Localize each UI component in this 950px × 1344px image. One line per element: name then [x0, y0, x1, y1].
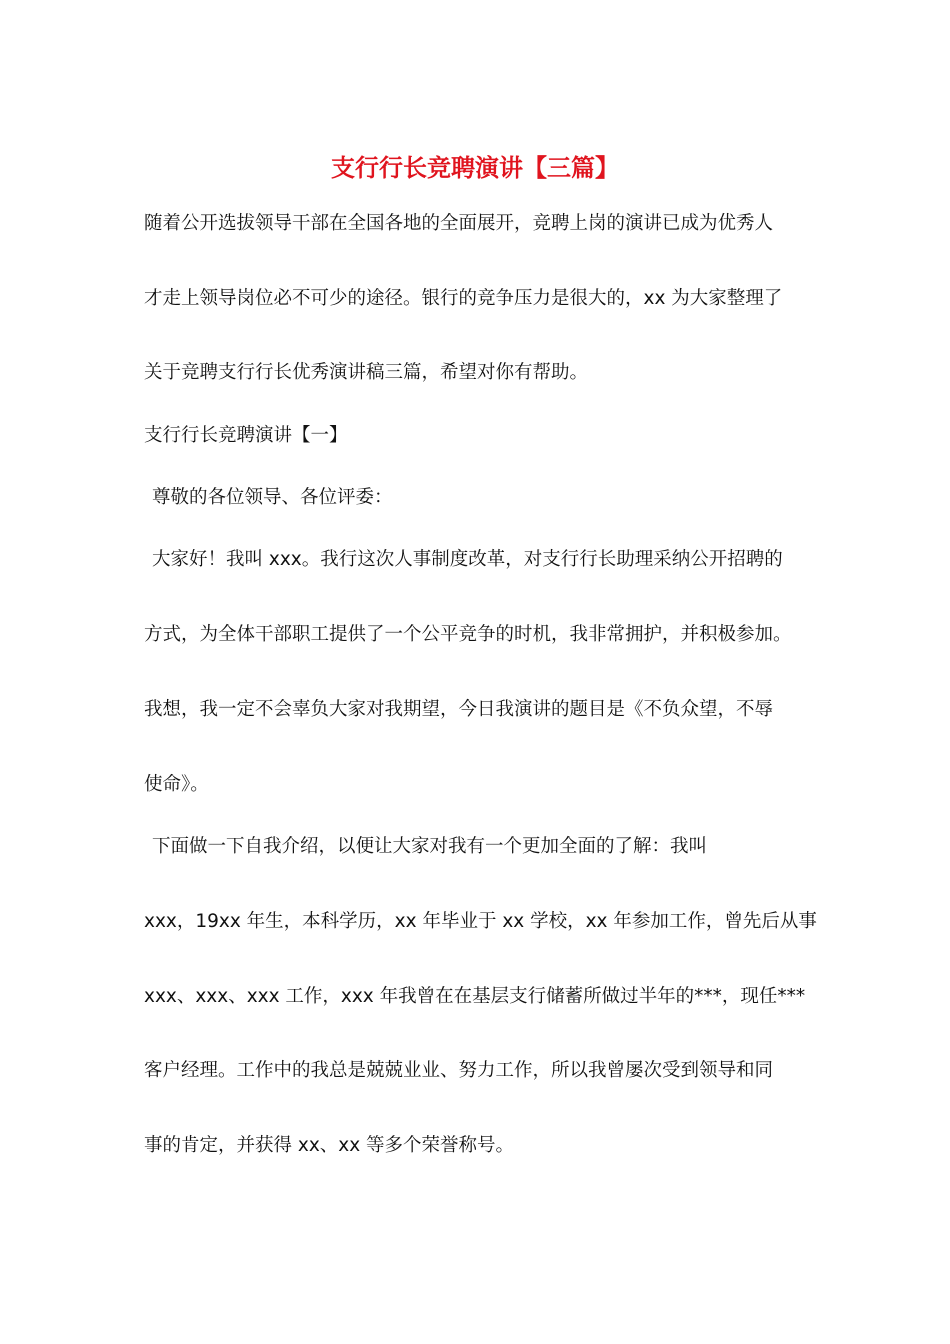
- intro-line-1: 随着公开选拔领导干部在全国各地的全面展开，竞聘上岗的演讲已成为优秀人: [144, 213, 774, 234]
- body-line-9: 事的肯定，并获得 xx、xx 等多个荣誉称号。: [144, 1135, 515, 1156]
- body-line-5: 下面做一下自我介绍，以便让大家对我有一个更加全面的了解：我叫: [152, 836, 708, 857]
- body-line-8: 客户经理。工作中的我总是兢兢业业、努力工作，所以我曾屡次受到领导和同: [144, 1060, 774, 1081]
- salutation: 尊敬的各位领导、各位评委：: [152, 487, 393, 508]
- body-line-6: xxx，19xx 年生，本科学历，xx 年毕业于 xx 学校，xx 年参加工作，曾先后从事: [144, 911, 817, 932]
- intro-line-3: 关于竞聘支行行长优秀演讲稿三篇，希望对你有帮助。: [144, 362, 589, 383]
- intro-line-2: 才走上领导岗位必不可少的途径。银行的竞争压力是很大的，xx 为大家整理了: [144, 288, 783, 309]
- body-line-2: 方式，为全体干部职工提供了一个公平竞争的时机，我非常拥护，并积极参加。: [144, 624, 792, 645]
- body-line-3: 我想，我一定不会辜负大家对我期望，今日我演讲的题目是《不负众望，不辱: [144, 699, 774, 720]
- section-heading: 支行行长竞聘演讲【一】: [144, 425, 348, 446]
- document-title: 支行行长竞聘演讲【三篇】: [331, 153, 619, 182]
- body-line-1: 大家好！我叫 xxx。我行这次人事制度改革，对支行行长助理采纳公开招聘的: [152, 549, 783, 570]
- body-line-7: xxx、xxx、xxx 工作，xxx 年我曾在在基层支行储蓄所做过半年的***，现任***: [144, 986, 806, 1007]
- body-line-4: 使命》。: [144, 774, 209, 795]
